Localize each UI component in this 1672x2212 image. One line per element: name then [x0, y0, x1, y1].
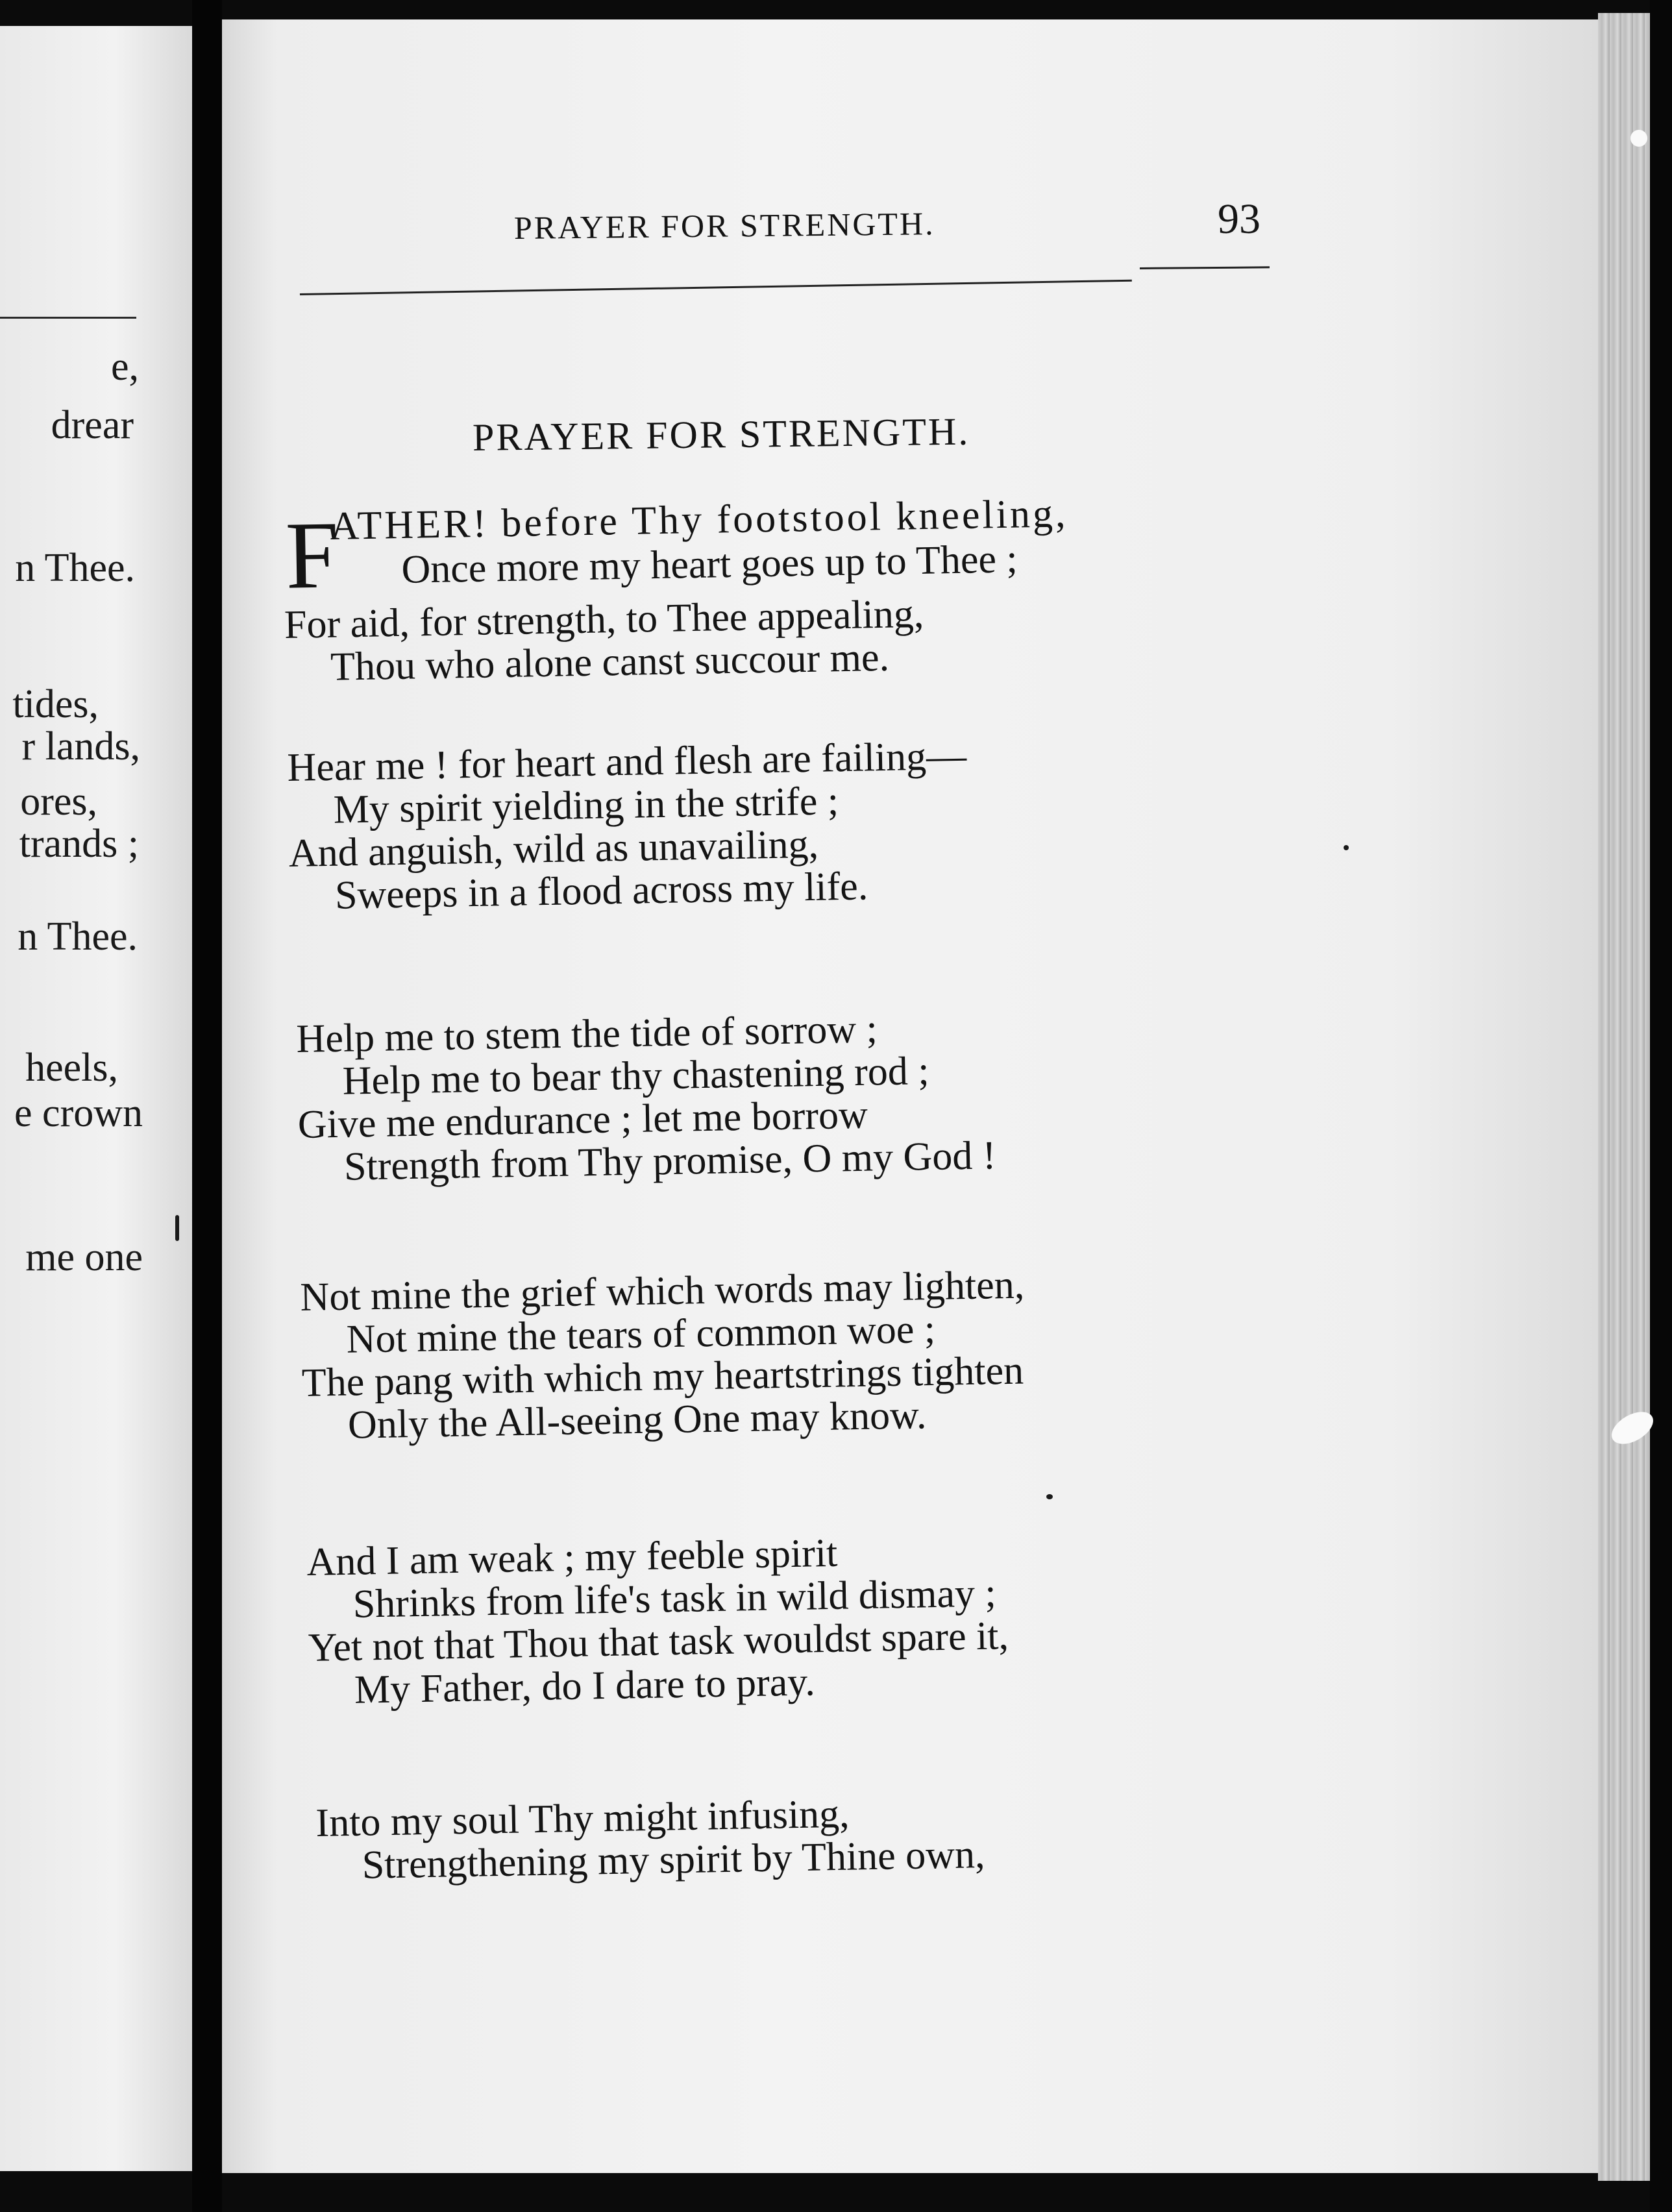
- scan-artifact: [1344, 845, 1349, 850]
- poem-line: Thou who alone canst succour me.: [330, 635, 890, 689]
- previous-page-text: tides,: [12, 682, 99, 726]
- poem-line: Once more my heart goes up to Thee ;: [400, 537, 1018, 592]
- poem-line: Not mine the grief which words may lighten,: [299, 1262, 1025, 1320]
- poem-line: Not mine the tears of common woe ;: [346, 1307, 936, 1362]
- poem-line: And I am weak ; my feeble spirit: [306, 1530, 838, 1584]
- running-head: PRAYER FOR STRENGTH.: [513, 205, 935, 246]
- poem-line: Strength from Thy promise, O my God !: [343, 1133, 997, 1189]
- poem-title: PRAYER FOR STRENGTH.: [472, 410, 970, 459]
- scan-artifact: [1630, 130, 1647, 147]
- poem-line: Hear me ! for heart and flesh are failing—: [286, 733, 967, 790]
- drop-cap: F: [284, 502, 340, 609]
- poem-line: Sweeps in a flood across my life.: [334, 864, 868, 918]
- poem-line: Help me to stem the tide of sorrow ;: [295, 1007, 878, 1061]
- poem-line: The pang with which my heartstrings tighten: [301, 1348, 1024, 1405]
- poem-line: Only the All-seeing One may know.: [347, 1393, 927, 1447]
- poem-line: Yet not that Thou that task wouldst spare it,: [308, 1614, 1009, 1670]
- scan-artifact: [1046, 1494, 1053, 1499]
- stanza: [306, 1529, 1010, 1712]
- previous-page-text: trands ;: [19, 822, 139, 866]
- poem-line: And anguish, wild as unavailing,: [288, 822, 819, 876]
- previous-page-text: n Thee.: [18, 915, 138, 959]
- stanza: [287, 735, 969, 918]
- previous-page-text: drear: [51, 403, 134, 447]
- previous-page-text: r lands,: [21, 724, 140, 768]
- stanza: [315, 1790, 985, 1887]
- previous-page-text: e crown: [14, 1091, 143, 1135]
- poem-line: ATHER! before Thy footstool kneeling,: [329, 491, 1068, 548]
- poem-line: Help me to bear thy chastening rod ;: [342, 1048, 930, 1103]
- previous-page-text: heels,: [25, 1046, 118, 1090]
- poem-line: For aid, for strength, to Thee appealing,: [284, 591, 924, 647]
- previous-page-text: ores,: [20, 780, 97, 824]
- poem-line: Into my soul Thy might infusing,: [315, 1791, 850, 1845]
- stanza: [300, 1264, 1027, 1447]
- previous-page-text: n Thee.: [15, 546, 135, 590]
- previous-page-text: e,: [110, 345, 139, 389]
- poem-line: Give me endurance ; let me borrow: [297, 1092, 868, 1147]
- stanza: [296, 1005, 996, 1189]
- poem-line: My Father, do I dare to pray.: [354, 1660, 816, 1712]
- poem-line: Strengthening my spirit by Thine own,: [362, 1832, 985, 1887]
- poem-line: My spirit yielding in the strife ;: [333, 779, 839, 832]
- page-number: 93: [1218, 195, 1260, 243]
- previous-page-text: me one: [25, 1235, 143, 1279]
- poem-line: Shrinks from life's task in wild dismay ;: [352, 1571, 997, 1627]
- scan-artifact: [175, 1215, 179, 1241]
- stanza: [283, 537, 1020, 689]
